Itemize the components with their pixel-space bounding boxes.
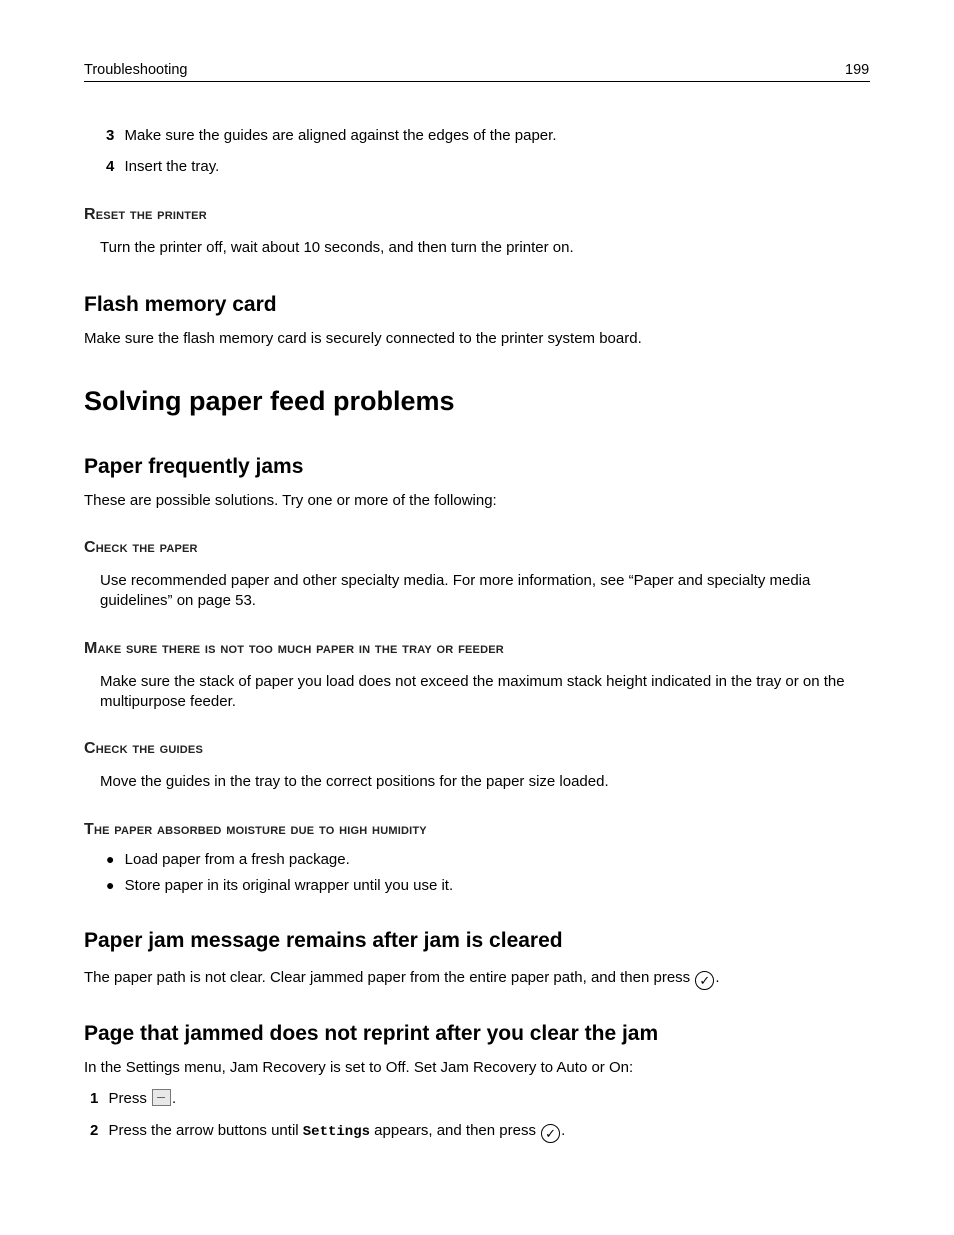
step-number: 1	[90, 1090, 99, 1107]
step-number: 2	[90, 1122, 99, 1139]
paragraph-line: Make sure the stack of paper you load does not exceed the maximum stack height indicated in the tray or on the	[100, 673, 845, 690]
paragraph-line: multipurpose feeder.	[100, 693, 236, 710]
running-header: Troubleshooting	[84, 62, 188, 78]
bullet-icon: ●	[106, 851, 115, 867]
subheading-too-much-paper: Make sure there is not too much paper in the tray or feeder	[84, 640, 504, 657]
section-heading-reprint: Page that jammed does not reprint after you clear the jam	[84, 1022, 659, 1045]
check-circle-icon: ✓	[541, 1124, 560, 1143]
paragraph-text: The paper path is not clear. Clear jammed paper from the entire paper path, and then press	[84, 969, 691, 986]
paragraph	[84, 968, 720, 990]
list-item	[106, 875, 453, 896]
step-text-end: .	[172, 1090, 177, 1107]
paragraph-text-end: .	[715, 969, 720, 986]
step-text: Press the arrow buttons until	[108, 1122, 299, 1139]
list-item-text: Store paper in its original wrapper until you use it.	[124, 877, 454, 894]
chapter-heading: Solving paper feed problems	[84, 386, 455, 416]
section-heading-jam-message: Paper jam message remains after jam is cleared	[84, 929, 563, 952]
menu-item-code: Settings	[302, 1124, 370, 1140]
paragraph: These are possible solutions. Try one or more of the following:	[84, 492, 497, 509]
step-text-end: .	[561, 1122, 566, 1139]
section-heading-flash: Flash memory card	[84, 293, 277, 316]
bullet-icon: ●	[106, 877, 115, 893]
step-4	[106, 157, 219, 177]
menu-button-icon	[152, 1089, 171, 1106]
step-text: Press	[108, 1090, 147, 1107]
step-1	[90, 1089, 176, 1109]
list-item-text: Load paper from a fresh package.	[124, 851, 350, 868]
header-rule	[84, 81, 870, 82]
step-text: Make sure the guides are aligned against the edges of the paper.	[124, 127, 557, 144]
paragraph: Move the guides in the tray to the correct positions for the paper size loaded.	[100, 773, 609, 790]
step-text: Insert the tray.	[124, 158, 220, 175]
paragraph: Make sure the flash memory card is securely connected to the printer system board.	[84, 330, 642, 347]
section-heading-jams: Paper frequently jams	[84, 455, 304, 478]
list-item	[106, 849, 350, 870]
paragraph: Turn the printer off, wait about 10 seconds, and then turn the printer on.	[100, 239, 574, 256]
subheading-reset-printer: Reset the printer	[84, 206, 207, 223]
subheading-moisture: The paper absorbed moisture due to high humidity	[84, 821, 427, 838]
step-number: 3	[106, 127, 115, 144]
page-number: 199	[845, 62, 870, 78]
paragraph-line: Use recommended paper and other specialty media. For more information, see “Paper and specialty media	[100, 572, 811, 589]
subheading-check-paper: Check the paper	[84, 539, 198, 556]
subheading-check-guides: Check the guides	[84, 740, 203, 757]
step-text: appears, and then press	[374, 1122, 536, 1139]
step-2	[90, 1121, 565, 1143]
paragraph-line: guidelines” on page 53.	[100, 592, 256, 609]
paragraph: In the Settings menu, Jam Recovery is set to Off. Set Jam Recovery to Auto or On:	[84, 1059, 634, 1076]
step-number: 4	[106, 158, 115, 175]
check-circle-icon: ✓	[695, 971, 714, 990]
step-3	[106, 126, 556, 146]
